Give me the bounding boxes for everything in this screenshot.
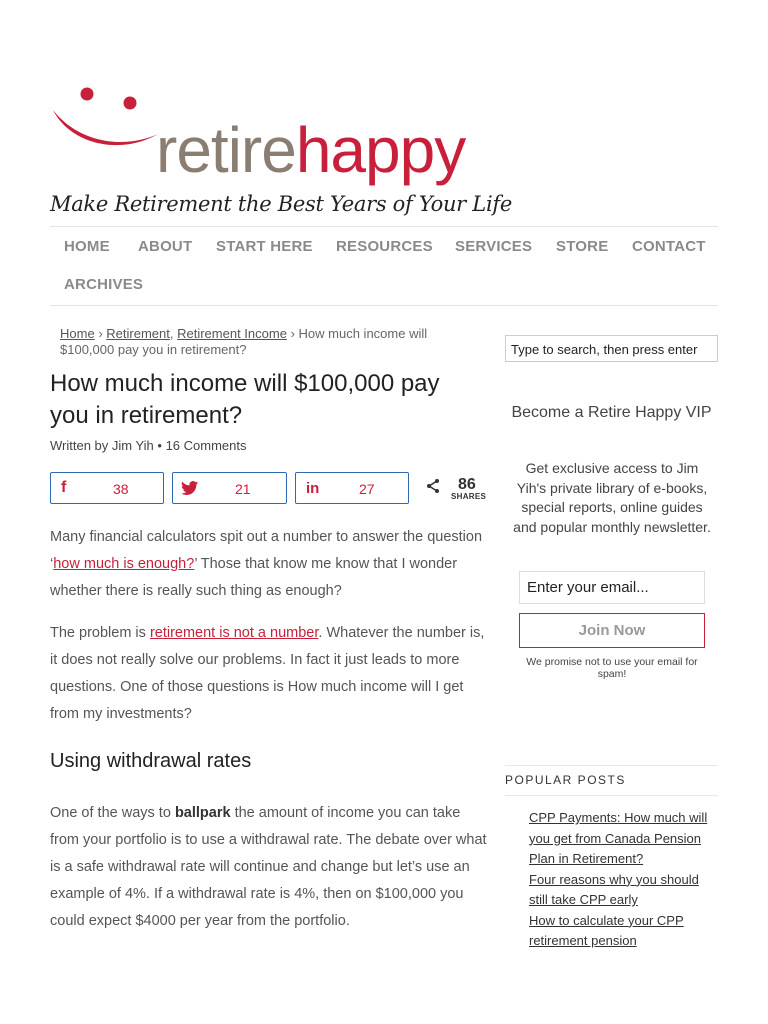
facebook-share-count: 38 — [113, 481, 129, 497]
divider — [505, 795, 718, 796]
paragraph-text: the amount of income you can take from your portfolio is to use a withdrawal rate. The debate over what is a safe withdrawal rate will continue and change but let’s use an example of 4%. If a withdrawal rate is 4%, then on $100,000 you could expect $4000 per year from the portfolio. — [50, 805, 487, 929]
popular-post-link[interactable]: CPP Payments: How much will you get from Canada Pension Plan in Retirement? — [529, 810, 708, 866]
email-field[interactable]: Enter your email... — [519, 571, 705, 604]
section-heading: Using withdrawal rates — [50, 750, 252, 772]
logo-text-retire: retire — [156, 114, 296, 186]
join-now-button[interactable]: Join Now — [519, 613, 705, 648]
breadcrumb-retirement-income[interactable]: Retirement Income — [177, 326, 287, 341]
share-icon — [426, 478, 440, 494]
spam-promise-note: We promise not to use your email for spam! — [526, 656, 698, 680]
twitter-icon — [181, 481, 199, 496]
divider — [505, 765, 718, 766]
article-paragraph-2 — [50, 620, 488, 728]
breadcrumb-separator: › — [290, 326, 295, 341]
smile-logo-icon — [50, 82, 160, 162]
article-byline: Written by Jim Yih • 16 Comments — [50, 438, 247, 453]
twitter-share-count: 21 — [235, 481, 251, 497]
popular-post-link[interactable]: Four reasons why you should still take CPP early — [529, 871, 699, 907]
nav-home[interactable]: HOME — [64, 238, 110, 255]
article-title: How much income will $100,000 pay you in retirement? — [50, 370, 440, 429]
paragraph-bold-text: ballpark — [174, 805, 231, 821]
nav-contact[interactable]: CONTACT — [632, 238, 706, 255]
paragraph-text: One of the ways to — [50, 805, 175, 821]
paragraph-text: ’ Those that know me know that I wonder whether there is really such thing as enough? — [50, 556, 458, 599]
paragraph-text: Many financial calculators spit out a number to answer the question ‘ — [50, 529, 483, 572]
how-much-is-enough-link[interactable]: how much is enough? — [53, 556, 195, 572]
nav-store[interactable]: STORE — [556, 238, 609, 255]
article-paragraph-3 — [50, 800, 488, 935]
breadcrumb-comma: , — [169, 326, 174, 341]
nav-resources[interactable]: RESOURCES — [336, 238, 433, 255]
facebook-share-button[interactable] — [50, 472, 164, 504]
breadcrumb-current: How much income will $100,000 pay you in retirement? — [60, 326, 428, 357]
retirement-not-a-number-link[interactable]: retirement is not a number — [149, 625, 319, 641]
logo-text-happy: happy — [295, 114, 466, 186]
search-input[interactable]: Type to search, then press enter — [505, 335, 718, 362]
nav-services[interactable]: SERVICES — [455, 238, 533, 255]
main-nav — [50, 226, 718, 306]
share-total-count: 86 — [458, 476, 476, 493]
article-paragraph-1 — [50, 524, 488, 605]
popular-post-link[interactable]: How to calculate your CPP retirement pension — [529, 912, 684, 948]
paragraph-text: The problem is — [50, 625, 150, 641]
linkedin-icon: in — [306, 480, 320, 497]
share-total-label: SHARES — [451, 492, 487, 501]
linkedin-share-button[interactable] — [295, 472, 409, 504]
site-logo[interactable] — [156, 114, 466, 186]
nav-about[interactable]: ABOUT — [138, 238, 193, 255]
site-tagline: Make Retirement the Best Years of Your Life — [50, 192, 512, 216]
breadcrumb-retirement[interactable]: Retirement — [106, 326, 170, 341]
twitter-share-button[interactable] — [172, 472, 287, 504]
paragraph-text: . Whatever the number is, it does not really solve our problems. In fact it just leads to more questions. One of those questions is How much income will I get from my investments? — [50, 625, 485, 722]
popular-posts-list — [529, 808, 719, 948]
breadcrumb-separator: › — [98, 326, 103, 341]
breadcrumb-home[interactable]: Home — [60, 326, 95, 341]
facebook-icon: f — [61, 479, 67, 496]
vip-heading: Become a Retire Happy VIP — [511, 404, 712, 421]
linkedin-share-count: 27 — [359, 481, 375, 497]
vip-description: Get exclusive access to Jim Yih's private library of e-books, special reports, online guides and popular monthly newsletter. — [513, 460, 711, 535]
nav-archives[interactable]: ARCHIVES — [64, 276, 144, 293]
popular-posts-heading: POPULAR POSTS — [505, 773, 626, 787]
breadcrumb — [60, 326, 480, 357]
nav-start-here[interactable]: START HERE — [216, 238, 313, 255]
